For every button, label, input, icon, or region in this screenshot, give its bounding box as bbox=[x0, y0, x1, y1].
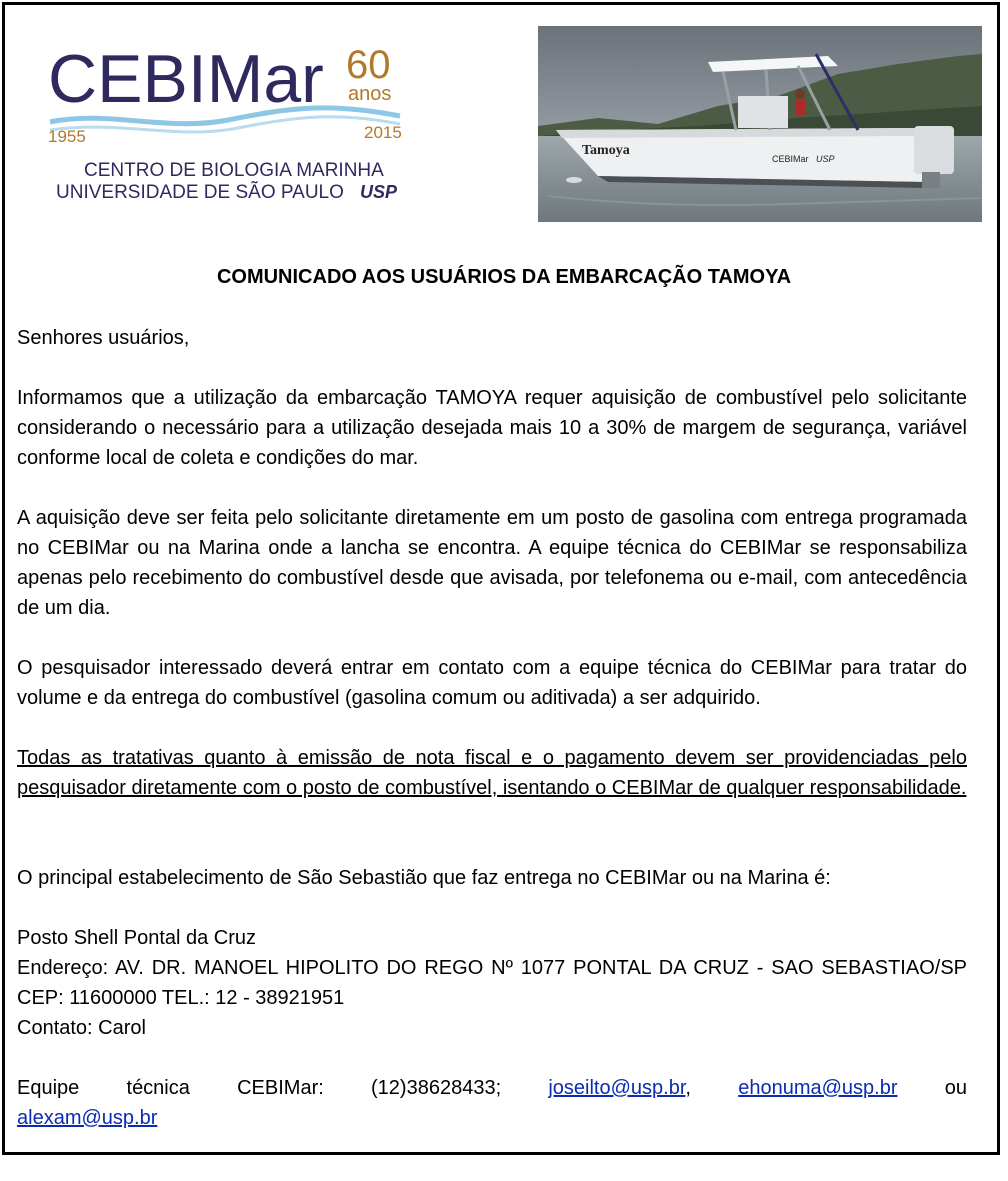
email-alexam-link[interactable]: alexam@usp.br bbox=[17, 1107, 158, 1129]
logo-anniversary-number: 60 bbox=[346, 43, 391, 87]
station-info bbox=[17, 923, 967, 1043]
email-joseilto-link[interactable]: joseilto@usp.br bbox=[548, 1077, 686, 1099]
logo-year-start: 1955 bbox=[48, 127, 86, 146]
paragraph-acquisition: A aquisição deve ser feita pelo solicitante diretamente em um posto de gasolina com entrega programada no CEBIMar ou na Marina onde a lancha se encontra. A equipe técnica do CEBIMar se responsabiliza apenas pelo recebimento do combustível desde que avisada, por telefonema ou e-mail, com antecedência de um dia. bbox=[17, 507, 967, 619]
email-ehonuma-link[interactable]: ehonuma@usp.br bbox=[738, 1077, 898, 1099]
paragraph-invoice-notice: Todas as tratativas quanto à emissão de nota fiscal e o pagamento devem ser providenciadas pelo pesquisador diretamente com o posto de combustível, isentando o CEBIMar de qualquer responsabilidade. bbox=[17, 747, 967, 799]
station-contact: Contato: Carol bbox=[17, 1017, 146, 1039]
conjunction-ou: ou bbox=[944, 1077, 967, 1099]
logo-usp-mark: USP bbox=[360, 182, 398, 202]
salutation: Senhores usuários, bbox=[17, 327, 190, 349]
station-name: Posto Shell Pontal da Cruz bbox=[17, 927, 257, 949]
station-address: Endereço: AV. DR. MANOEL HIPOLITO DO REGO Nº 1077 PONTAL DA CRUZ - SAO SEBASTIAO/SP CEP: 11600000 TEL.: 12 - 38921951 bbox=[17, 957, 967, 1009]
logo-anniversary-word: anos bbox=[348, 83, 392, 105]
page-title: COMUNICADO AOS USUÁRIOS DA EMBARCAÇÃO TAMOYA bbox=[216, 266, 792, 288]
logo-name: CEBIMar bbox=[48, 41, 324, 117]
paragraph-fuel-requirement: Informamos que a utilização da embarcação TAMOYA requer aquisição de combustível pelo solicitante considerando o necessário para a utilização desejada mais 10 a 30% de margem de segurança, variável conforme local de coleta e condições do mar. bbox=[17, 387, 967, 469]
team-contacts bbox=[17, 1073, 967, 1133]
boat-name: Tamoya bbox=[582, 143, 630, 158]
hull-text: CEBIMar bbox=[772, 154, 809, 164]
hull-logo: USP bbox=[816, 154, 835, 164]
logo-year-end: 2015 bbox=[364, 123, 402, 142]
separator-comma: , bbox=[685, 1077, 691, 1099]
logo-line1: CENTRO DE BIOLOGIA MARINHA bbox=[84, 160, 384, 181]
cebimar-logo bbox=[48, 40, 408, 205]
paragraph-contact-team: O pesquisador interessado deverá entrar em contato com a equipe técnica do CEBIMar para tratar do volume e da entrega do combustível (gasolina comum ou aditivada) a ser adquirido. bbox=[17, 657, 967, 709]
boat-photo bbox=[538, 26, 982, 222]
buoy bbox=[566, 177, 582, 183]
team-label: Equipe técnica CEBIMar: (12)38628433; bbox=[17, 1077, 502, 1099]
logo-line2: UNIVERSIDADE DE SÃO PAULO bbox=[56, 182, 344, 203]
paragraph-main-station: O principal estabelecimento de São Sebastião que faz entrega no CEBIMar ou na Marina é: bbox=[17, 867, 831, 889]
